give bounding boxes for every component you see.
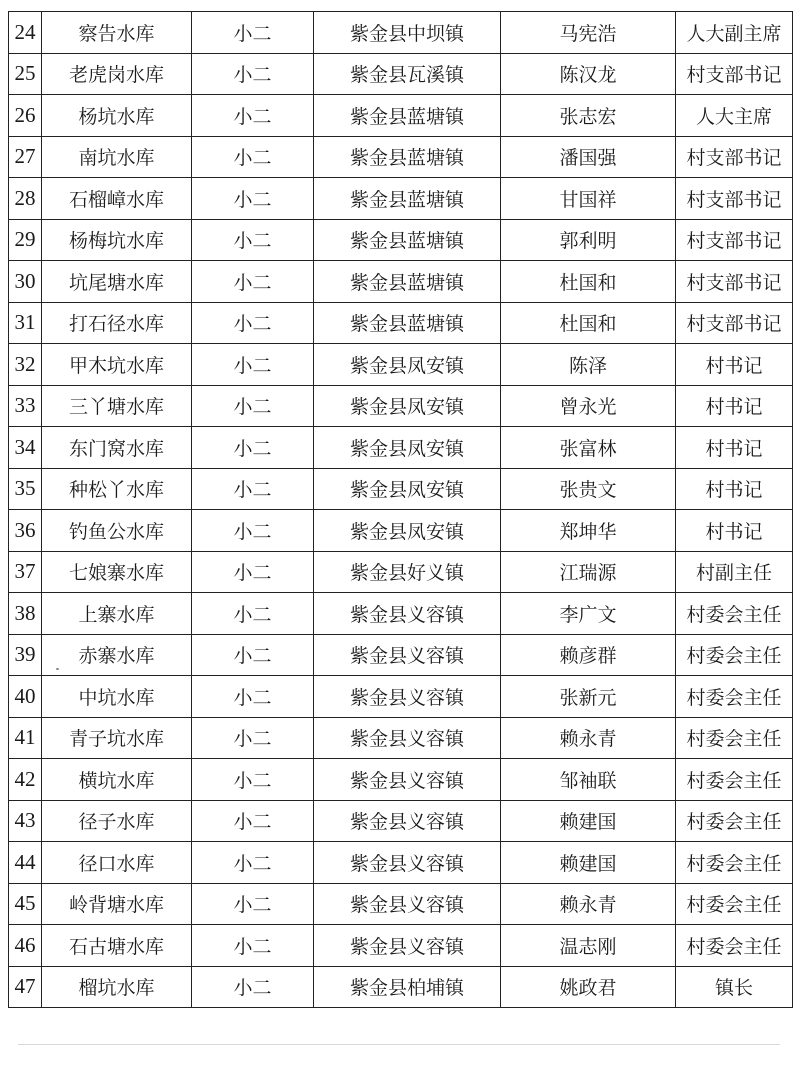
table-row	[9, 966, 793, 1008]
position-cell: 人大主席	[676, 95, 793, 137]
position-cell: 村委会主任	[676, 634, 793, 676]
reservoir-type-cell: 小二	[192, 261, 314, 303]
reservoir-name-cell: 上寨水库	[42, 593, 192, 635]
reservoir-type-cell: 小二	[192, 219, 314, 261]
reservoir-name-cell: 老虎岗水库	[42, 53, 192, 95]
town-cell: 紫金县蓝塘镇	[314, 136, 501, 178]
town-cell: 紫金县凤安镇	[314, 385, 501, 427]
table-row	[9, 427, 793, 469]
town-cell: 紫金县好义镇	[314, 551, 501, 593]
reservoir-type-cell: 小二	[192, 427, 314, 469]
reservoir-type-cell: 小二	[192, 53, 314, 95]
reservoir-name-cell: 南坑水库	[42, 136, 192, 178]
table-row	[9, 178, 793, 220]
reservoir-name-cell: 甲木坑水库	[42, 344, 192, 386]
row-number-cell: 30	[9, 261, 42, 303]
reservoir-name-cell: 径子水库	[42, 800, 192, 842]
table-row	[9, 800, 793, 842]
table-row	[9, 759, 793, 801]
table-row	[9, 676, 793, 718]
position-cell: 村副主任	[676, 551, 793, 593]
reservoir-type-cell: 小二	[192, 883, 314, 925]
town-cell: 紫金县柏埔镇	[314, 966, 501, 1008]
responsible-person-cell: 张贵文	[501, 468, 676, 510]
row-number-cell: 28	[9, 178, 42, 220]
position-cell: 村支部书记	[676, 136, 793, 178]
town-cell: 紫金县义容镇	[314, 593, 501, 635]
reservoir-name-cell: 中坑水库	[42, 676, 192, 718]
town-cell: 紫金县义容镇	[314, 634, 501, 676]
responsible-person-cell: 赖建国	[501, 800, 676, 842]
row-number-cell: 26	[9, 95, 42, 137]
reservoir-type-cell: 小二	[192, 842, 314, 884]
town-cell: 紫金县蓝塘镇	[314, 178, 501, 220]
reservoir-type-cell: 小二	[192, 925, 314, 967]
table-row	[9, 136, 793, 178]
row-number-cell: 43	[9, 800, 42, 842]
reservoir-type-cell: 小二	[192, 634, 314, 676]
responsible-person-cell: 杜国和	[501, 261, 676, 303]
responsible-person-cell: 张富林	[501, 427, 676, 469]
reservoir-type-cell: 小二	[192, 966, 314, 1008]
row-number-cell: 32	[9, 344, 42, 386]
reservoir-type-cell: 小二	[192, 510, 314, 552]
responsible-person-cell: 温志刚	[501, 925, 676, 967]
responsible-person-cell: 杜国和	[501, 302, 676, 344]
row-number-cell: 29	[9, 219, 42, 261]
reservoir-type-cell: 小二	[192, 717, 314, 759]
position-cell: 村书记	[676, 427, 793, 469]
town-cell: 紫金县蓝塘镇	[314, 302, 501, 344]
responsible-person-cell: 郭利明	[501, 219, 676, 261]
table-row	[9, 53, 793, 95]
row-number-cell: 35	[9, 468, 42, 510]
row-number-cell: 39	[9, 634, 42, 676]
position-cell: 村支部书记	[676, 178, 793, 220]
responsible-person-cell: 马宪浩	[501, 12, 676, 54]
reservoir-type-cell: 小二	[192, 12, 314, 54]
position-cell: 村支部书记	[676, 53, 793, 95]
reservoir-type-cell: 小二	[192, 302, 314, 344]
responsible-person-cell: 陈汉龙	[501, 53, 676, 95]
town-cell: 紫金县义容镇	[314, 842, 501, 884]
reservoir-type-cell: 小二	[192, 385, 314, 427]
town-cell: 紫金县义容镇	[314, 676, 501, 718]
table-row	[9, 634, 793, 676]
position-cell: 村委会主任	[676, 593, 793, 635]
town-cell: 紫金县凤安镇	[314, 427, 501, 469]
position-cell: 村支部书记	[676, 219, 793, 261]
reservoir-responsibility-table	[8, 11, 793, 1008]
reservoir-name-cell: 石古塘水库	[42, 925, 192, 967]
responsible-person-cell: 甘国祥	[501, 178, 676, 220]
responsible-person-cell: 邹袖联	[501, 759, 676, 801]
reservoir-name-cell: 横坑水库	[42, 759, 192, 801]
row-number-cell: 25	[9, 53, 42, 95]
row-number-cell: 37	[9, 551, 42, 593]
responsible-person-cell: 张志宏	[501, 95, 676, 137]
row-number-cell: 38	[9, 593, 42, 635]
table-row	[9, 842, 793, 884]
table-row	[9, 593, 793, 635]
reservoir-name-cell: 七娘寨水库	[42, 551, 192, 593]
row-number-cell: 44	[9, 842, 42, 884]
responsible-person-cell: 潘国强	[501, 136, 676, 178]
town-cell: 紫金县义容镇	[314, 759, 501, 801]
reservoir-type-cell: 小二	[192, 344, 314, 386]
position-cell: 村支部书记	[676, 261, 793, 303]
reservoir-type-cell: 小二	[192, 800, 314, 842]
reservoir-name-cell: 三丫塘水库	[42, 385, 192, 427]
reservoir-name-cell: 榴坑水库	[42, 966, 192, 1008]
reservoir-name-cell: 岭背塘水库	[42, 883, 192, 925]
town-cell: 紫金县义容镇	[314, 883, 501, 925]
responsible-person-cell: 陈泽	[501, 344, 676, 386]
reservoir-type-cell: 小二	[192, 593, 314, 635]
responsible-person-cell: 江瑞源	[501, 551, 676, 593]
town-cell: 紫金县义容镇	[314, 800, 501, 842]
row-number-cell: 34	[9, 427, 42, 469]
town-cell: 紫金县蓝塘镇	[314, 95, 501, 137]
row-number-cell: 33	[9, 385, 42, 427]
town-cell: 紫金县义容镇	[314, 925, 501, 967]
position-cell: 村委会主任	[676, 800, 793, 842]
table-row	[9, 95, 793, 137]
town-cell: 紫金县瓦溪镇	[314, 53, 501, 95]
reservoir-name-cell: 钓鱼公水库	[42, 510, 192, 552]
reservoir-type-cell: 小二	[192, 95, 314, 137]
responsible-person-cell: 曾永光	[501, 385, 676, 427]
town-cell: 紫金县中坝镇	[314, 12, 501, 54]
responsible-person-cell: 郑坤华	[501, 510, 676, 552]
position-cell: 村书记	[676, 385, 793, 427]
reservoir-name-cell: 打石径水库	[42, 302, 192, 344]
position-cell: 人大副主席	[676, 12, 793, 54]
row-number-cell: 24	[9, 12, 42, 54]
position-cell: 村书记	[676, 510, 793, 552]
town-cell: 紫金县凤安镇	[314, 344, 501, 386]
reservoir-name-cell: 种松丫水库	[42, 468, 192, 510]
reservoir-name-cell: 坑尾塘水库	[42, 261, 192, 303]
row-number-cell: 40	[9, 676, 42, 718]
reservoir-name-cell: 径口水库	[42, 842, 192, 884]
table-row	[9, 12, 793, 54]
responsible-person-cell: 赖彦群	[501, 634, 676, 676]
position-cell: 村委会主任	[676, 883, 793, 925]
row-number-cell: 45	[9, 883, 42, 925]
reservoir-name-cell: 杨坑水库	[42, 95, 192, 137]
responsible-person-cell: 赖永青	[501, 717, 676, 759]
position-cell: 村书记	[676, 468, 793, 510]
town-cell: 紫金县义容镇	[314, 717, 501, 759]
table-row	[9, 717, 793, 759]
reservoir-type-cell: 小二	[192, 551, 314, 593]
position-cell: 镇长	[676, 966, 793, 1008]
table-row	[9, 510, 793, 552]
page-bottom-rule	[18, 1044, 780, 1045]
town-cell: 紫金县蓝塘镇	[314, 219, 501, 261]
reservoir-name-cell: 青子坑水库	[42, 717, 192, 759]
scan-speck	[56, 668, 59, 670]
reservoir-type-cell: 小二	[192, 759, 314, 801]
reservoir-name-cell: 东门窝水库	[42, 427, 192, 469]
responsible-person-cell: 张新元	[501, 676, 676, 718]
row-number-cell: 42	[9, 759, 42, 801]
town-cell: 紫金县凤安镇	[314, 510, 501, 552]
position-cell: 村支部书记	[676, 302, 793, 344]
reservoir-type-cell: 小二	[192, 676, 314, 718]
position-cell: 村委会主任	[676, 759, 793, 801]
row-number-cell: 27	[9, 136, 42, 178]
responsible-person-cell: 李广文	[501, 593, 676, 635]
reservoir-type-cell: 小二	[192, 178, 314, 220]
row-number-cell: 31	[9, 302, 42, 344]
town-cell: 紫金县蓝塘镇	[314, 261, 501, 303]
reservoir-name-cell: 杨梅坑水库	[42, 219, 192, 261]
table-row	[9, 344, 793, 386]
table-row	[9, 261, 793, 303]
reservoir-name-cell: 察告水库	[42, 12, 192, 54]
reservoir-name-cell: 赤寨水库	[42, 634, 192, 676]
table-row	[9, 219, 793, 261]
reservoir-name-cell: 石榴嶂水库	[42, 178, 192, 220]
responsible-person-cell: 姚政君	[501, 966, 676, 1008]
row-number-cell: 46	[9, 925, 42, 967]
position-cell: 村委会主任	[676, 717, 793, 759]
table-row	[9, 925, 793, 967]
row-number-cell: 36	[9, 510, 42, 552]
reservoir-type-cell: 小二	[192, 468, 314, 510]
position-cell: 村书记	[676, 344, 793, 386]
position-cell: 村委会主任	[676, 925, 793, 967]
town-cell: 紫金县凤安镇	[314, 468, 501, 510]
position-cell: 村委会主任	[676, 676, 793, 718]
table-row	[9, 385, 793, 427]
row-number-cell: 47	[9, 966, 42, 1008]
table-body	[9, 12, 793, 1008]
position-cell: 村委会主任	[676, 842, 793, 884]
reservoir-type-cell: 小二	[192, 136, 314, 178]
table-row	[9, 551, 793, 593]
table-row	[9, 302, 793, 344]
table-row	[9, 468, 793, 510]
row-number-cell: 41	[9, 717, 42, 759]
table-row	[9, 883, 793, 925]
responsible-person-cell: 赖永青	[501, 883, 676, 925]
responsible-person-cell: 赖建国	[501, 842, 676, 884]
